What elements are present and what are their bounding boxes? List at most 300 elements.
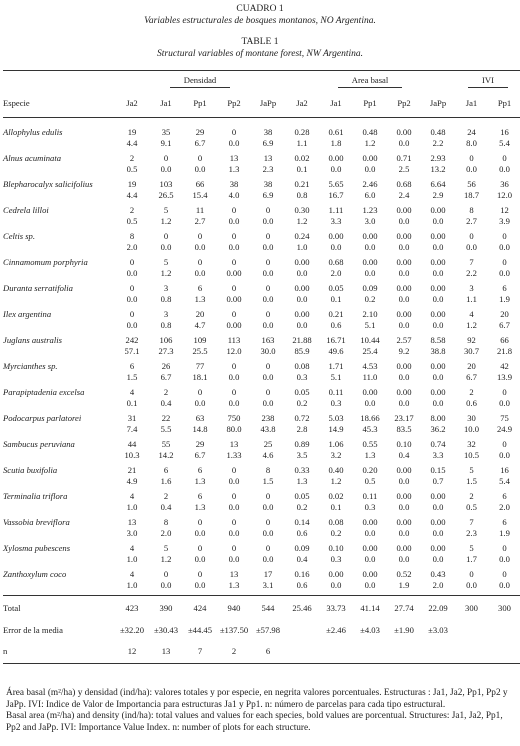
percent-cell: 1.2	[364, 138, 376, 148]
value-cell: 0.00	[430, 517, 446, 527]
percent-cell: 0.0	[398, 320, 410, 330]
percent-cell: 6.7	[194, 138, 206, 148]
percent-cell: 0.2	[296, 398, 308, 408]
value-cell: 38	[263, 179, 273, 189]
percent-cell: 0.0	[364, 554, 376, 564]
value-cell: 0.00	[362, 569, 378, 579]
percent-cell: 38.8	[430, 346, 446, 356]
species-name: Podocarpus parlatorei	[3, 413, 82, 423]
value-cell: 0	[231, 361, 237, 371]
value-cell: 6	[197, 283, 203, 293]
column-header: Pp2	[227, 97, 241, 108]
percent-cell: 6.7	[499, 320, 510, 330]
percent-cell: 0.4	[160, 398, 172, 408]
table-row-percent	[3, 164, 520, 178]
value-cell: 27.74	[394, 602, 414, 613]
value-cell: 0.00	[430, 491, 446, 501]
value-cell: 163	[261, 335, 275, 345]
group-header-area-basal: Area basal	[285, 72, 455, 90]
species-name: Sambucus peruviana	[3, 439, 75, 449]
table-row-percent	[3, 580, 520, 594]
value-cell: 20	[467, 361, 476, 371]
value-cell: 13	[127, 517, 137, 527]
value-cell: 8	[265, 465, 271, 475]
percent-cell: 0.0	[432, 528, 444, 538]
value-cell: 2	[469, 387, 474, 397]
percent-cell: 1.3	[194, 502, 206, 512]
value-cell: 20	[500, 309, 509, 319]
value-cell: 75	[500, 413, 509, 423]
percent-cell: 0.0	[499, 164, 510, 174]
value-cell: ±1.90	[394, 624, 414, 635]
value-cell: 0.00	[396, 283, 412, 293]
percent-cell: 1.8	[330, 138, 342, 148]
percent-cell: 0.8	[160, 294, 172, 304]
percent-cell: 0.5	[126, 164, 138, 174]
percent-cell: 6.7	[466, 372, 477, 382]
value-cell: 7	[197, 645, 203, 656]
value-cell: 0.20	[362, 465, 378, 475]
table-footer	[3, 594, 520, 664]
value-cell: 0	[129, 309, 135, 319]
value-cell: 13	[229, 439, 239, 449]
species-spacer	[3, 164, 115, 178]
value-cell: 16.71	[326, 335, 346, 345]
value-cell: 2.10	[362, 309, 378, 319]
value-cell: ±2.46	[326, 624, 346, 635]
species-spacer	[3, 580, 115, 594]
value-cell: 0	[231, 205, 237, 215]
value-cell: 0.00	[294, 283, 310, 293]
table-row-percent	[3, 424, 520, 438]
percent-cell: 0.0	[262, 554, 274, 564]
percent-cell: 0.0	[466, 242, 477, 252]
table-row	[3, 126, 520, 138]
percent-cell: 0.0	[194, 580, 206, 590]
value-cell: 0	[163, 569, 169, 579]
percent-cell: 0.0	[499, 398, 510, 408]
value-cell: 66	[195, 179, 205, 189]
percent-cell: 0.0	[262, 216, 274, 226]
percent-cell: 0.0	[262, 268, 274, 278]
value-cell: 0.11	[328, 387, 344, 397]
table-row-percent	[3, 528, 520, 542]
value-cell: 300	[465, 602, 478, 613]
n-row-label: n	[3, 645, 8, 656]
value-cell	[285, 620, 319, 640]
table-row-percent	[3, 476, 520, 490]
value-cell: 0	[265, 231, 271, 241]
value-cell: 0	[502, 439, 507, 449]
value-cell: 750	[227, 413, 241, 423]
table-row	[3, 516, 520, 528]
value-cell: 1.11	[328, 205, 344, 215]
species-name: Duranta serratifolia	[3, 283, 73, 293]
percent-cell: 0.0	[432, 554, 444, 564]
percent-cell: 0.0	[364, 580, 376, 590]
percent-cell: 12.0	[496, 190, 513, 200]
value-cell: 2.46	[362, 179, 378, 189]
value-cell: ±30.43	[153, 624, 179, 635]
percent-cell: 1.7	[466, 554, 477, 564]
value-cell: 0.00	[328, 231, 344, 241]
percent-cell: 3.1	[262, 580, 274, 590]
value-cell: 423	[125, 602, 139, 613]
value-cell: 390	[159, 602, 173, 613]
value-cell: 424	[193, 602, 207, 613]
percent-cell: 0.5	[466, 502, 477, 512]
percent-cell: 0.6	[330, 320, 342, 330]
percent-cell: 6.9	[262, 190, 274, 200]
species-spacer	[3, 398, 115, 412]
percent-cell: 0.8	[160, 320, 172, 330]
table-row	[3, 360, 520, 372]
percent-cell: 10.3	[124, 450, 140, 460]
value-cell: 16	[500, 127, 509, 137]
species-name: Parapiptadenia excelsa	[3, 387, 85, 397]
percent-cell: 1.1	[466, 294, 477, 304]
value-cell: 0.05	[294, 491, 310, 501]
value-cell: ±32.20	[119, 624, 145, 635]
percent-cell: 1.0	[296, 242, 308, 252]
value-cell: 0.89	[294, 439, 310, 449]
table-row	[3, 230, 520, 242]
percent-cell: 1.0	[126, 580, 138, 590]
percent-cell: 0.0	[364, 164, 376, 174]
value-cell: 0.40	[328, 465, 344, 475]
value-cell: 63	[195, 413, 205, 423]
value-cell: 0	[231, 309, 237, 319]
percent-cell: 0.0	[432, 398, 444, 408]
percent-cell: 2.4	[398, 190, 410, 200]
species-spacer	[3, 476, 115, 490]
value-cell: 0.00	[396, 387, 412, 397]
percent-cell: 0.5	[364, 476, 376, 486]
value-cell: 38	[229, 179, 239, 189]
percent-cell: 0.0	[262, 528, 274, 538]
percent-cell: 0.0	[398, 554, 410, 564]
value-cell: ±57.98	[255, 624, 281, 635]
percent-cell: 0.0	[398, 476, 410, 486]
value-cell: 0	[502, 153, 507, 163]
value-cell: 2	[163, 491, 169, 501]
percent-cell: 3.9	[499, 216, 510, 226]
species-name: Cedrela lilloi	[3, 205, 49, 215]
value-cell: 103	[159, 179, 173, 189]
value-cell: 12	[127, 645, 137, 656]
species-name: Allophylus edulis	[3, 127, 63, 137]
value-cell: 0.08	[328, 517, 344, 527]
species-spacer	[3, 346, 115, 360]
value-cell: 0.71	[396, 153, 412, 163]
value-cell: 0.28	[294, 127, 310, 137]
species-name: Vassobia breviflora	[3, 517, 70, 527]
value-cell: 8.58	[430, 335, 446, 345]
percent-cell: 2.0	[432, 580, 444, 590]
percent-cell: 0.0	[194, 164, 206, 174]
species-spacer	[3, 424, 115, 438]
percent-cell: 0.0	[262, 242, 274, 252]
value-cell: 36	[500, 179, 509, 189]
value-cell	[455, 640, 488, 662]
percent-cell: 1.3	[194, 294, 206, 304]
value-cell: 0.00	[430, 309, 446, 319]
value-cell: 0	[197, 153, 203, 163]
percent-cell: 0.0	[499, 554, 510, 564]
value-cell: 0	[265, 205, 271, 215]
value-cell: 5.03	[328, 413, 344, 423]
percent-cell: 0.0	[466, 580, 477, 590]
value-cell: 6	[502, 517, 507, 527]
percent-cell: 0.0	[499, 450, 510, 460]
value-cell: 0.74	[430, 439, 446, 449]
value-cell: 0.14	[294, 517, 310, 527]
value-cell: 0.10	[396, 439, 412, 449]
value-cell: 0.00	[396, 361, 412, 371]
percent-cell: 8.0	[466, 138, 477, 148]
value-cell: 0.00	[362, 543, 378, 553]
percent-cell: 4.4	[126, 138, 138, 148]
value-cell: 7	[469, 517, 474, 527]
value-cell: 0	[265, 543, 271, 553]
value-cell: 0	[265, 361, 271, 371]
percent-cell: 0.3	[330, 398, 342, 408]
value-cell: 44	[127, 439, 137, 449]
percent-cell: 1.5	[126, 372, 138, 382]
value-cell: 4	[129, 387, 135, 397]
percent-cell: 3.0	[126, 528, 138, 538]
value-cell: 13	[161, 645, 171, 656]
value-cell: 92	[467, 335, 476, 345]
species-name: Alnus acuminata	[3, 153, 62, 163]
value-cell: 0	[265, 491, 271, 501]
value-cell: 0	[265, 517, 271, 527]
value-cell: 940	[227, 602, 241, 613]
percent-cell: 0.0	[228, 476, 240, 486]
percent-cell: 83.5	[396, 424, 412, 434]
percent-cell: 10.0	[463, 424, 480, 434]
column-header: Ja1	[465, 97, 478, 108]
value-cell: 0.00	[430, 361, 446, 371]
value-cell: 0.00	[362, 153, 378, 163]
value-cell: 0.09	[362, 283, 378, 293]
value-cell: 0.05	[328, 283, 344, 293]
value-cell	[488, 640, 520, 662]
species-name: Xylosma pubescens	[3, 543, 71, 553]
value-cell	[455, 620, 488, 640]
percent-cell: 5.4	[499, 138, 510, 148]
percent-cell: 2.7	[466, 216, 477, 226]
percent-cell: 1.33	[226, 450, 242, 460]
percent-cell: 0.0	[228, 242, 240, 252]
value-cell: 544	[261, 602, 275, 613]
percent-cell: 3.2	[330, 450, 342, 460]
value-cell: 0	[265, 283, 271, 293]
percent-cell: 1.9	[398, 580, 410, 590]
percent-cell: 21.8	[496, 346, 513, 356]
column-header: Pp1	[497, 97, 512, 108]
value-cell: ±44.45	[187, 624, 213, 635]
percent-cell: 18.7	[463, 190, 480, 200]
species-spacer	[3, 320, 115, 334]
value-cell: 0.00	[294, 257, 310, 267]
percent-cell: 49.6	[328, 346, 344, 356]
value-cell: 13	[263, 153, 273, 163]
value-cell: 0.02	[294, 153, 310, 163]
percent-cell: 57.1	[124, 346, 140, 356]
percent-cell: 30.7	[463, 346, 480, 356]
group-header-densidad: Densidad	[115, 72, 285, 90]
value-cell: 6	[197, 465, 203, 475]
value-cell: 55	[161, 439, 171, 449]
note-en: Basal area (m²/ha) and density (ind/ha): total values and values for each species, bold values are porcentual. Structures: Ja1, Ja2, Pp1, Pp2 and JaPp. IVI: Importance Value Index. n: number of plots for each structure.	[6, 711, 503, 734]
percent-cell: 1.9	[499, 528, 510, 538]
percent-cell: 36.2	[430, 424, 446, 434]
percent-cell: 14.8	[192, 424, 208, 434]
percent-cell: 0.8	[296, 190, 308, 200]
percent-cell: 0.0	[432, 320, 444, 330]
percent-cell: 3.3	[330, 216, 342, 226]
percent-cell: 0.6	[466, 398, 477, 408]
table-row	[3, 178, 520, 190]
value-cell: 66	[500, 335, 509, 345]
percent-cell: 0.0	[398, 398, 410, 408]
value-cell: 0.00	[294, 309, 310, 319]
value-cell: 0.21	[328, 309, 344, 319]
percent-cell: 4.4	[126, 190, 138, 200]
table-row	[3, 568, 520, 580]
value-cell: 2	[129, 153, 135, 163]
value-cell: 0	[197, 543, 203, 553]
value-cell: 18.66	[360, 413, 380, 423]
column-header: Ja2	[296, 97, 308, 108]
table-notes	[6, 688, 516, 735]
percent-cell: 1.5	[262, 476, 274, 486]
percent-cell: 0.0	[398, 268, 410, 278]
percent-cell: 0.0	[398, 528, 410, 538]
percent-cell: 0.3	[330, 554, 342, 564]
value-cell: ±3.03	[428, 624, 448, 635]
value-cell: 7	[469, 257, 474, 267]
percent-cell: 0.0	[432, 294, 444, 304]
percent-cell: 0.0	[262, 502, 274, 512]
total-row-label: Total	[3, 602, 21, 613]
percent-cell: 0.2	[296, 502, 308, 512]
value-cell: 242	[125, 335, 139, 345]
value-cell: 19	[127, 127, 137, 137]
value-cell: 0.00	[362, 517, 378, 527]
value-cell: 4	[129, 491, 135, 501]
value-cell: 11	[195, 205, 205, 215]
percent-cell: 25.5	[192, 346, 208, 356]
percent-cell: 0.0	[228, 372, 240, 382]
structural-variables-table	[3, 70, 520, 664]
percent-cell: 5.1	[330, 372, 342, 382]
table-body	[3, 118, 520, 595]
percent-cell: 0.0	[432, 268, 444, 278]
value-cell: 25	[263, 439, 273, 449]
value-cell: 0.00	[396, 257, 412, 267]
value-cell: 0.00	[362, 231, 378, 241]
value-cell: 0.10	[328, 543, 344, 553]
value-cell: 0.02	[328, 491, 344, 501]
percent-cell: 1.2	[160, 216, 172, 226]
percent-cell: 0.0	[296, 294, 308, 304]
percent-cell: 0.0	[398, 138, 410, 148]
percent-cell: 6.0	[364, 190, 376, 200]
percent-cell: 80.0	[226, 424, 242, 434]
percent-cell: 9.1	[160, 138, 172, 148]
value-cell: 0	[231, 543, 237, 553]
value-cell: 0.68	[396, 179, 412, 189]
percent-cell: 1.0	[126, 502, 138, 512]
table-row-percent	[3, 242, 520, 256]
group-header-ivi: IVI	[455, 72, 520, 90]
value-cell: 13	[229, 153, 239, 163]
value-cell: 0.00	[396, 127, 412, 137]
column-header: Ja2	[126, 97, 138, 108]
value-cell: 42	[500, 361, 509, 371]
value-cell: 0.61	[328, 127, 344, 137]
table-row-percent	[3, 320, 520, 334]
value-cell: 0	[197, 517, 203, 527]
value-cell	[387, 640, 421, 662]
percent-cell: 0.0	[160, 164, 172, 174]
caption-subtitle-en: Structural variables of montane forest, NW Argentina.	[157, 48, 363, 59]
value-cell: 0	[502, 543, 507, 553]
value-cell: 4	[469, 309, 474, 319]
percent-cell: 0.0	[432, 242, 444, 252]
percent-cell: 3.3	[432, 450, 444, 460]
percent-cell: 0.0	[432, 502, 444, 512]
percent-cell: 2.2	[432, 138, 444, 148]
percent-cell: 0.0	[364, 398, 376, 408]
value-cell: 0.00	[430, 205, 446, 215]
percent-cell: 0.0	[228, 528, 240, 538]
value-cell: 0	[197, 569, 203, 579]
percent-cell: 0.0	[499, 242, 510, 252]
value-cell: 0	[231, 231, 237, 241]
value-cell: 5	[469, 543, 474, 553]
percent-cell: 0.1	[126, 398, 138, 408]
value-cell: 0.00	[430, 231, 446, 241]
percent-cell: 2.7	[194, 216, 206, 226]
value-cell: 1.23	[362, 205, 378, 215]
percent-cell: 5.4	[499, 476, 510, 486]
value-cell: 113	[227, 335, 241, 345]
percent-cell: 16.7	[328, 190, 344, 200]
value-cell: 0	[265, 309, 271, 319]
value-cell: 0.00	[396, 465, 412, 475]
value-cell	[285, 640, 319, 662]
species-name: Blepharocalyx salicifolius	[3, 179, 93, 189]
table-row	[3, 152, 520, 164]
value-cell: 0.48	[362, 127, 378, 137]
percent-cell: 0.0	[432, 372, 444, 382]
n-row	[3, 640, 520, 662]
value-cell: 6	[129, 361, 135, 371]
value-cell: 0.00	[396, 309, 412, 319]
percent-cell: 27.3	[158, 346, 174, 356]
percent-cell: 14.9	[328, 424, 344, 434]
percent-cell: 2.8	[296, 424, 308, 434]
value-cell: 0	[231, 127, 237, 137]
caption-title-en: TABLE 1	[241, 37, 279, 47]
value-cell: 0	[129, 283, 135, 293]
value-cell: 6.64	[430, 179, 446, 189]
percent-cell: 6.9	[262, 138, 274, 148]
species-name: Myrcianthes sp.	[3, 361, 58, 371]
